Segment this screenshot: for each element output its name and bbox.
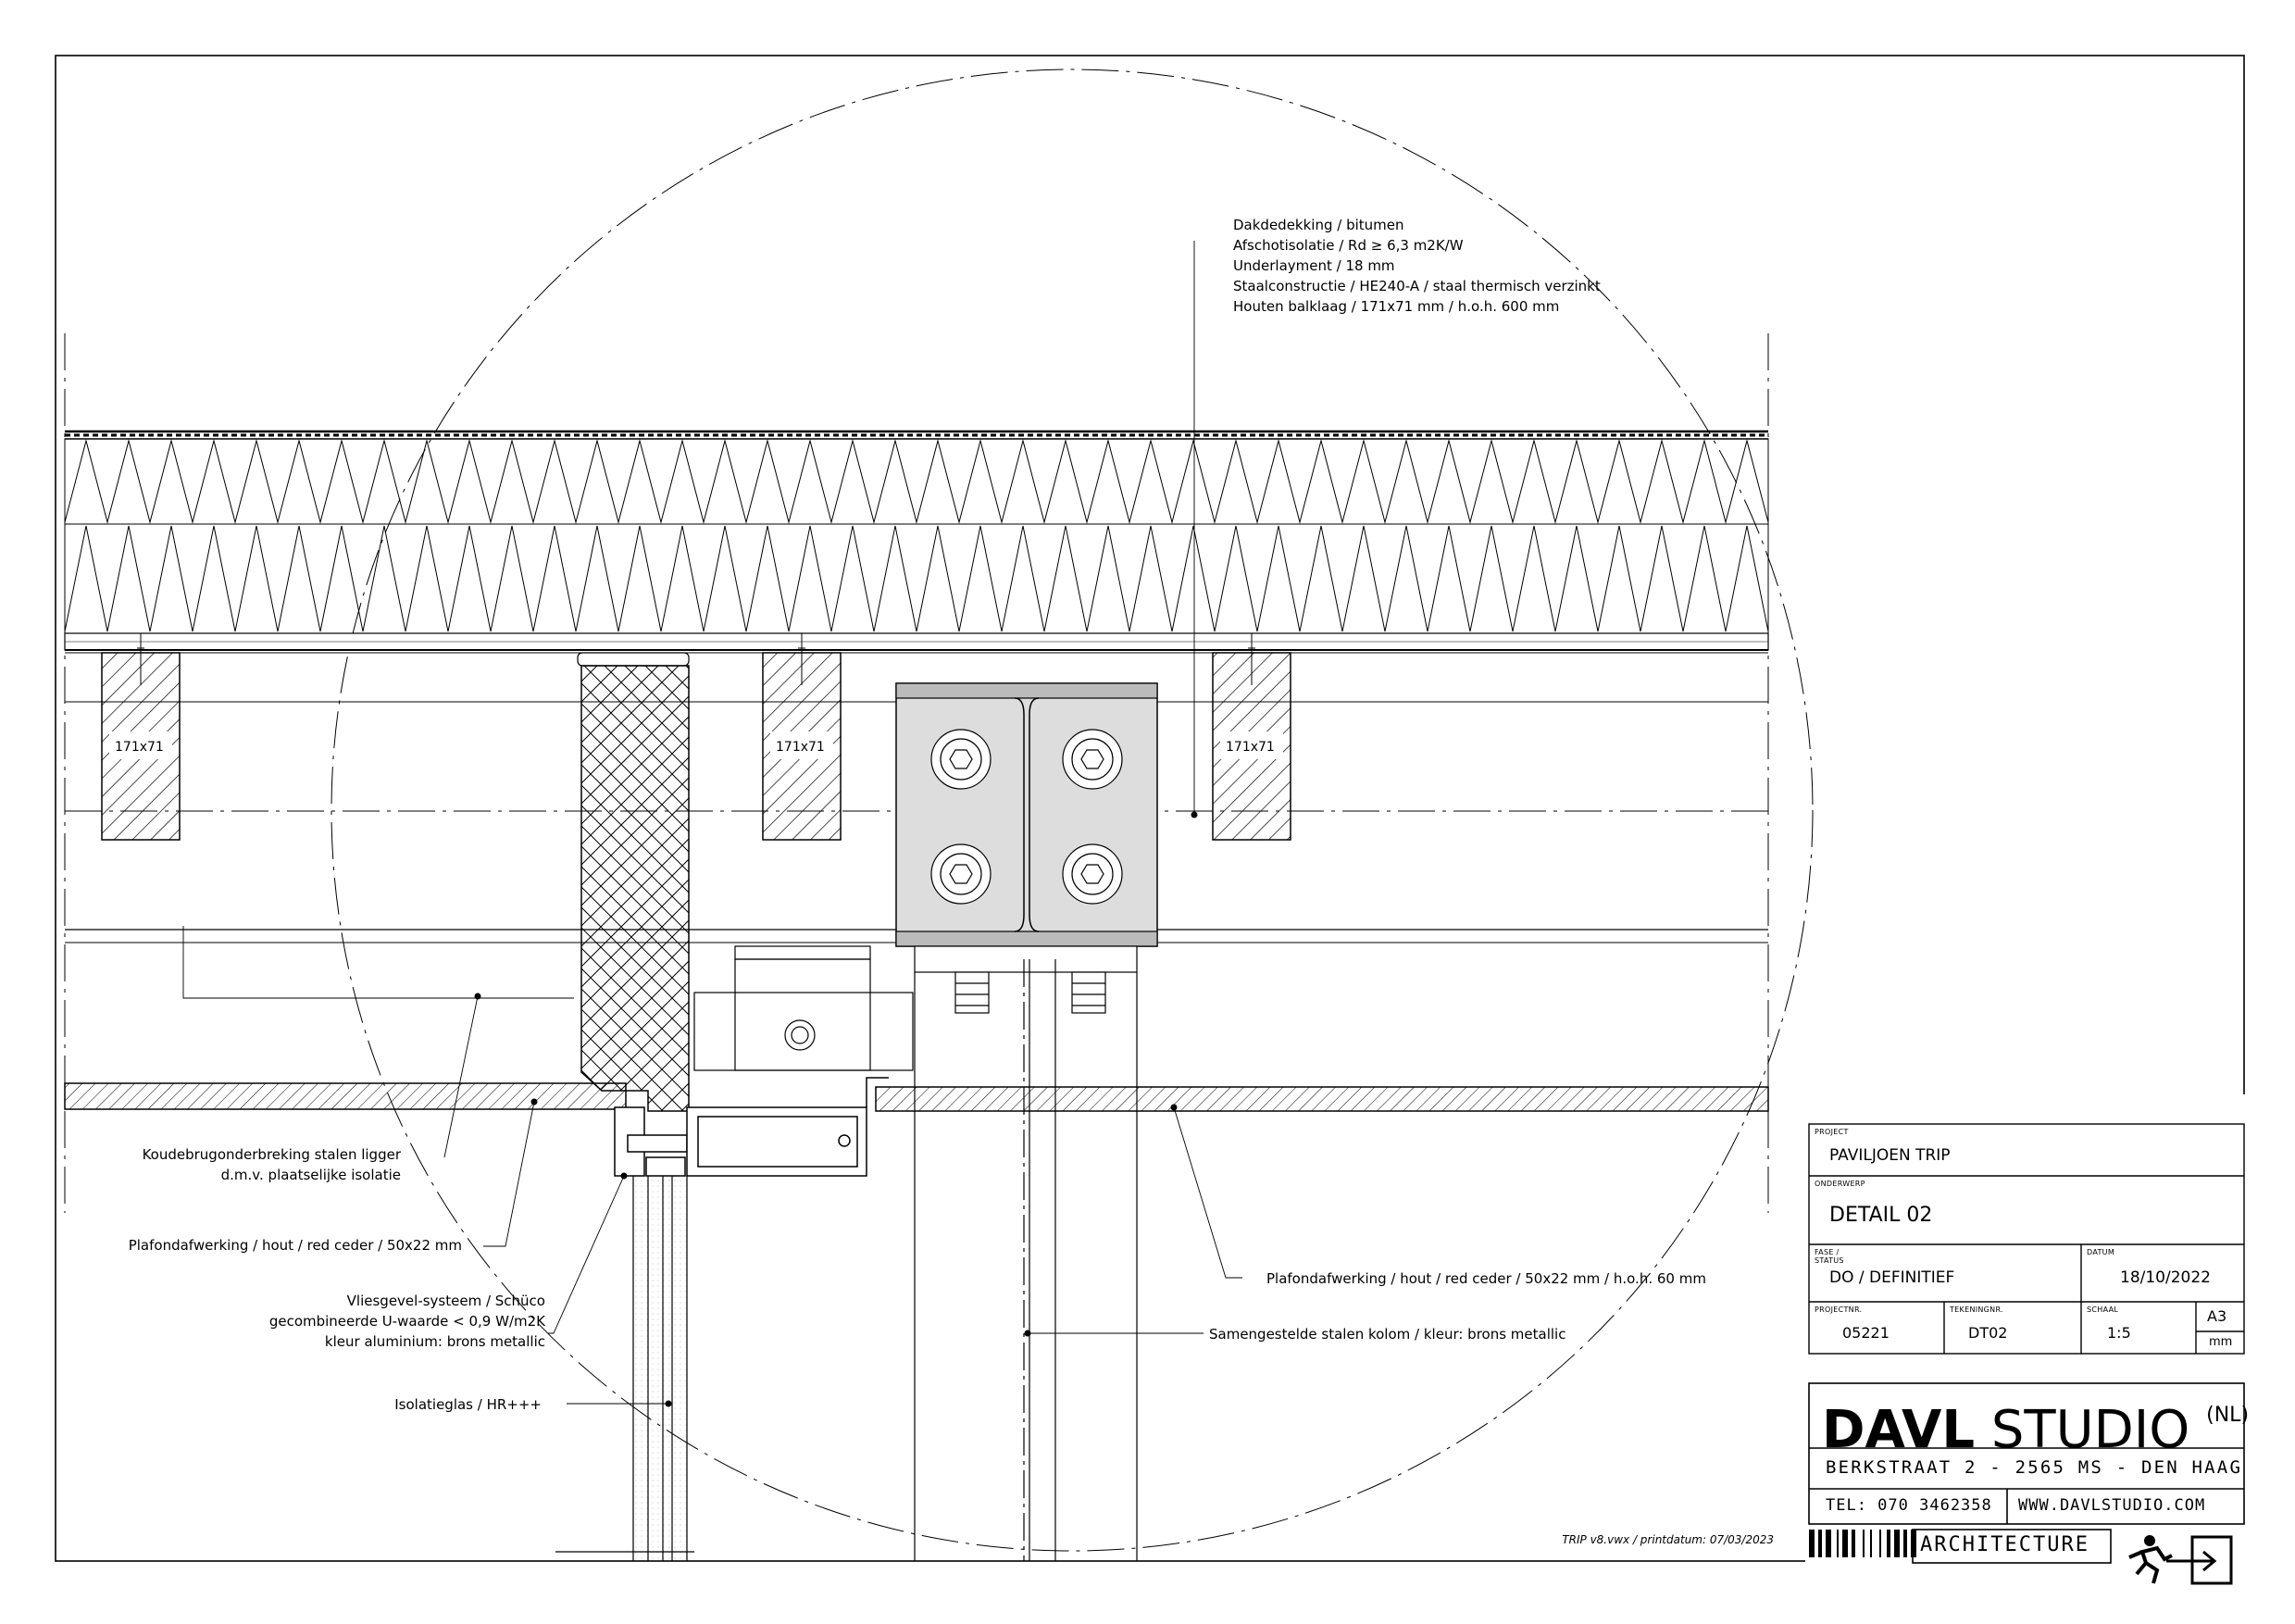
drawnr-caption: TEKENINGNR.: [1950, 1305, 2003, 1314]
studio-web: WWW.DAVLSTUDIO.COM: [2018, 1496, 2206, 1515]
ceiling-right: [876, 1087, 1768, 1111]
date-caption: DATUM: [2087, 1248, 2115, 1256]
subject-name: DETAIL 02: [1829, 1204, 1933, 1227]
cold-bridge-insulation: [578, 653, 689, 1111]
phase-value: DO / DEFINITIEF: [1829, 1268, 1955, 1287]
date-value: 18/10/2022: [2120, 1268, 2211, 1287]
scale-value: 1:5: [2107, 1324, 2131, 1342]
projnr-value: 05221: [1842, 1324, 1890, 1342]
studio-name-light: STUDIO: [1990, 1400, 2190, 1460]
label-column: Samengestelde stalen kolom / kleur: brons metallic: [1209, 1326, 1566, 1343]
unit-value: mm: [2209, 1335, 2233, 1349]
insulation-layer-bottom: [65, 524, 1768, 633]
label-ceiling-left: Plafondafwerking / hout / red ceder / 50x22 mm: [128, 1237, 462, 1254]
steel-he240a: [896, 683, 1157, 946]
studio-tel: TEL: 070 3462358: [1826, 1496, 1992, 1515]
insulation-layer-top: [65, 439, 1768, 524]
ceiling-left: [65, 1083, 626, 1109]
subject-caption: ONDERWERP: [1815, 1180, 1865, 1188]
drawnr-value: DT02: [1968, 1324, 2008, 1342]
connection-plate: [694, 946, 1137, 1070]
scale-caption: SCHAAL: [2087, 1305, 2119, 1314]
label-underlayment: Underlayment / 18 mm: [1233, 257, 1395, 274]
label-roof-covering: Dakdedekking / bitumen: [1233, 217, 1404, 233]
label-ceiling-right: Plafondafwerking / hout / red ceder / 50x22 mm / h.o.h. 60 mm: [1266, 1270, 1706, 1287]
label-glass: Isolatieglas / HR+++: [394, 1396, 542, 1413]
label-beam-size-a: 171x71: [115, 740, 164, 755]
steel-column: [915, 959, 1137, 1561]
label-steel-structure: Staalconstructie / HE240-A / staal thermisch verzinkt: [1233, 278, 1601, 294]
studio-address: BERKSTRAAT 2 - 2565 MS - DEN HAAG: [1826, 1457, 2243, 1478]
phase-caption: FASE / STATUS: [1815, 1248, 1844, 1265]
column-bolts: [955, 972, 1105, 1013]
studio-country: (NL): [2206, 1404, 2250, 1427]
label-facade-2: gecombineerde U-waarde < 0,9 W/m2K: [268, 1313, 545, 1330]
studio-name: [1822, 1383, 2249, 1463]
label-timber-joists: Houten balklaag / 171x71 mm / h.o.h. 600 mm: [1233, 298, 1560, 315]
label-beam-size-c: 171x71: [1226, 740, 1275, 755]
format-value: A3: [2207, 1307, 2227, 1325]
label-cold-bridge-1: Koudebrugonderbreking stalen ligger: [142, 1146, 401, 1163]
label-facade-1: Vliesgevel-systeem / Schüco: [346, 1293, 545, 1309]
label-cold-bridge-2: d.m.v. plaatselijke isolatie: [220, 1167, 401, 1183]
studio-tagline: ARCHITECTURE: [1920, 1533, 2089, 1556]
label-slope-insulation: Afschotisolatie / Rd ≥ 6,3 m2K/W: [1233, 237, 1464, 254]
project-caption: PROJECT: [1815, 1128, 1849, 1136]
label-beam-size-b: 171x71: [776, 740, 825, 755]
projnr-caption: PROJECTNR.: [1815, 1305, 1863, 1314]
project-name: PAVILJOEN TRIP: [1829, 1146, 1951, 1165]
studio-name-bold: DAVL: [1822, 1400, 1976, 1460]
glazing: [555, 1176, 694, 1561]
label-facade-3: kleur aluminium: brons metallic: [324, 1333, 545, 1350]
label-print-date: TRIP v8.vwx / printdatum: 07/03/2023: [1562, 1533, 1774, 1546]
